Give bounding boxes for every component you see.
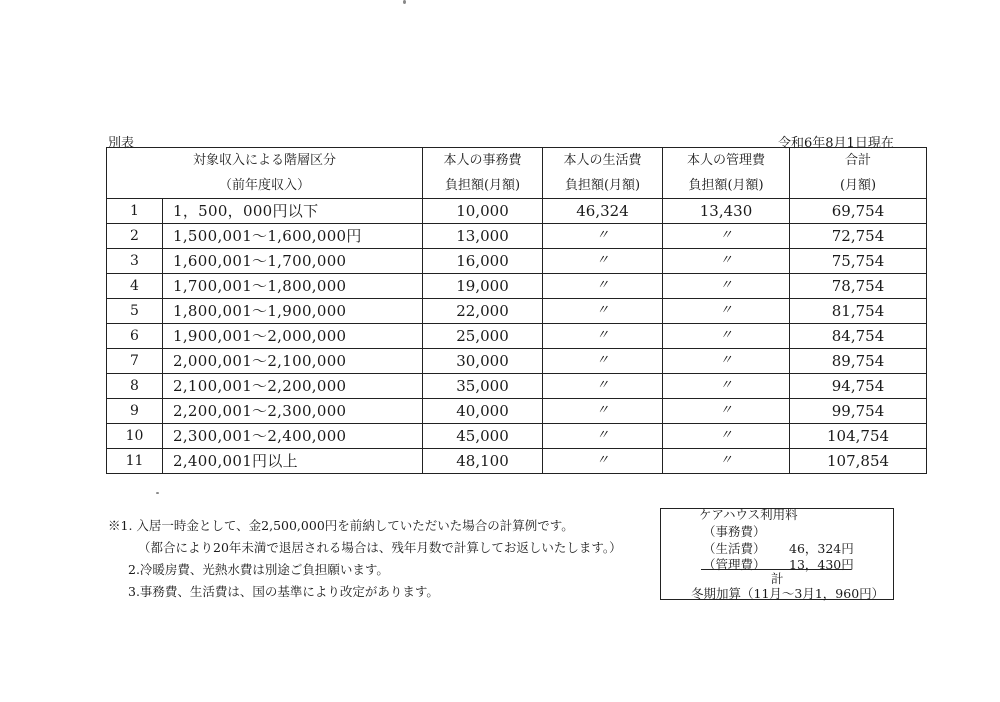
total-value: 78,754 (790, 274, 927, 299)
row-number: 11 (107, 449, 163, 474)
office-fee-value: 16,000 (423, 249, 543, 274)
ditto-mark: 〃 (543, 449, 663, 474)
office-fee-value: 35,000 (423, 374, 543, 399)
care-box-living-label: （生活費） (703, 541, 766, 556)
notes-block (108, 515, 622, 603)
table-row (107, 449, 927, 474)
ditto-mark: 〃 (543, 424, 663, 449)
row-number: 9 (107, 399, 163, 424)
income-range: 2,100,001～2,200,000 (163, 374, 423, 399)
row-number: 6 (107, 324, 163, 349)
ditto-mark: 〃 (663, 349, 790, 374)
office-fee-value: 13,000 (423, 224, 543, 249)
header-total-sub: (月額) (790, 173, 927, 199)
appendix-label: 別表 (108, 136, 135, 151)
table-row (107, 349, 927, 374)
header-living-cost: 本人の生活費 (543, 148, 663, 174)
office-fee-value: 25,000 (423, 324, 543, 349)
ditto-mark: 〃 (663, 424, 790, 449)
income-range: 1,800,001～1,900,000 (163, 299, 423, 324)
table-row (107, 199, 927, 224)
table-row (107, 374, 927, 399)
total-value: 69,754 (790, 199, 927, 224)
scan-speck (156, 492, 159, 494)
care-box-living-value: 46，324円 (789, 541, 854, 556)
ditto-mark: 〃 (663, 249, 790, 274)
total-value: 99,754 (790, 399, 927, 424)
note-1: ※1. 入居一時金として、金2,500,000円を前納していただいた場合の計算例です。 (108, 518, 574, 533)
table-row (107, 249, 927, 274)
row-number: 7 (107, 349, 163, 374)
header-living-cost-sub: 負担額(月額) (543, 173, 663, 199)
ditto-mark: 〃 (543, 374, 663, 399)
note-2: 2.冷暖房費、光熱水費は別途ご負担願います。 (128, 562, 389, 577)
ditto-mark: 〃 (663, 399, 790, 424)
row-number: 1 (107, 199, 163, 224)
table-row (107, 424, 927, 449)
ditto-mark: 〃 (543, 249, 663, 274)
ditto-mark: 〃 (663, 324, 790, 349)
row-number: 3 (107, 249, 163, 274)
table-row (107, 224, 927, 249)
total-value: 75,754 (790, 249, 927, 274)
table-row (107, 274, 927, 299)
income-range: 2,200,001～2,300,000 (163, 399, 423, 424)
ditto-mark: 〃 (663, 224, 790, 249)
income-range: 2,400,001円以上 (163, 449, 423, 474)
office-fee-value: 30,000 (423, 349, 543, 374)
office-fee-value: 19,000 (423, 274, 543, 299)
header-management-fee-sub: 負担額(月額) (663, 173, 790, 199)
office-fee-value: 22,000 (423, 299, 543, 324)
header-row-1 (107, 148, 927, 174)
income-range: 1,600,001～1,700,000 (163, 249, 423, 274)
care-box-management-value: 13，430円 (789, 557, 854, 572)
care-box-management-label: （管理費） (703, 557, 766, 572)
ditto-mark: 〃 (543, 224, 663, 249)
header-total: 合計 (790, 148, 927, 174)
ditto-mark: 〃 (663, 374, 790, 399)
row-number: 2 (107, 224, 163, 249)
care-box-total-label: 計 (771, 571, 784, 586)
ditto-mark: 〃 (543, 274, 663, 299)
office-fee-value: 45,000 (423, 424, 543, 449)
office-fee-value: 10,000 (423, 199, 543, 224)
living-cost-value: 46,324 (543, 199, 663, 224)
income-range: 1,700,001～1,800,000 (163, 274, 423, 299)
header-category: 対象収入による階層区分 (107, 148, 423, 174)
total-value: 107,854 (790, 449, 927, 474)
header-management-fee: 本人の管理費 (663, 148, 790, 174)
row-number: 4 (107, 274, 163, 299)
total-value: 104,754 (790, 424, 927, 449)
income-range: 2,300,001～2,400,000 (163, 424, 423, 449)
scan-speck (403, 0, 406, 4)
table-row (107, 299, 927, 324)
total-value: 84,754 (790, 324, 927, 349)
row-number: 8 (107, 374, 163, 399)
total-value: 94,754 (790, 374, 927, 399)
ditto-mark: 〃 (543, 299, 663, 324)
total-value: 81,754 (790, 299, 927, 324)
office-fee-value: 40,000 (423, 399, 543, 424)
care-house-fee-box (660, 508, 894, 600)
management-fee-value: 13,430 (663, 199, 790, 224)
income-range: 1,900,001～2,000,000 (163, 324, 423, 349)
fee-table (106, 147, 927, 474)
ditto-mark: 〃 (663, 299, 790, 324)
header-office-fee: 本人の事務費 (423, 148, 543, 174)
ditto-mark: 〃 (543, 324, 663, 349)
ditto-mark: 〃 (663, 449, 790, 474)
total-value: 89,754 (790, 349, 927, 374)
as-of-date: 令和6年8月1日現在 (778, 136, 894, 151)
ditto-mark: 〃 (543, 349, 663, 374)
office-fee-value: 48,100 (423, 449, 543, 474)
care-box-winter-surcharge: 冬期加算（11月～3月1，960円） (691, 586, 885, 601)
table-row (107, 399, 927, 424)
ditto-mark: 〃 (543, 399, 663, 424)
header-office-fee-sub: 負担額(月額) (423, 173, 543, 199)
total-value: 72,754 (790, 224, 927, 249)
care-box-office-label: （事務費） (703, 524, 766, 539)
header-row-2 (107, 173, 927, 199)
income-range: 2,000,001～2,100,000 (163, 349, 423, 374)
income-range: 1，500，000円以下 (163, 199, 423, 224)
table-row (107, 324, 927, 349)
ditto-mark: 〃 (663, 274, 790, 299)
care-box-title: ケアハウス利用料 (699, 507, 798, 522)
income-range: 1,500,001～1,600,000円 (163, 224, 423, 249)
header-category-sub: （前年度収入） (107, 173, 423, 199)
row-number: 10 (107, 424, 163, 449)
note-3: 3.事務費、生活費は、国の基準により改定があります。 (128, 584, 439, 599)
row-number: 5 (107, 299, 163, 324)
note-1-sub: （都合により20年未満で退居される場合は、残年月数で計算してお返しいたします。） (138, 540, 622, 555)
